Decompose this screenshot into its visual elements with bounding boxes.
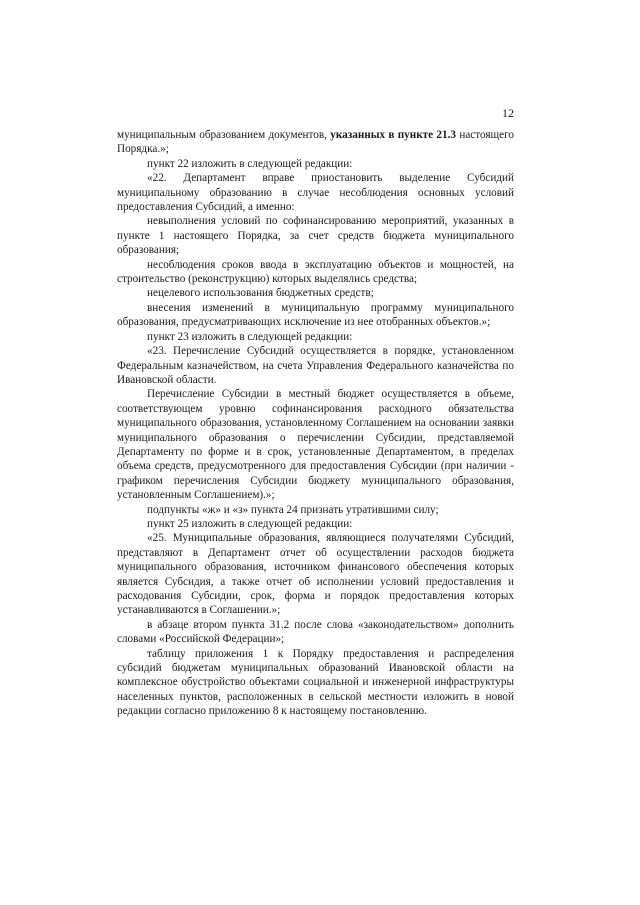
paragraph: внесения изменений в муниципальную программу муниципального образования, предусматривающих исключение из нее отобранных объектов.»; xyxy=(117,301,514,329)
paragraph: несоблюдения сроков ввода в эксплуатацию объектов и мощностей, на строительство (реконструкцию) которых выделялись средства; xyxy=(117,258,514,286)
paragraph: невыполнения условий по софинансированию мероприятий, указанных в пункте 1 настоящего Порядка, за счет средств бюджета муниципального образования; xyxy=(117,215,514,257)
paragraph: пункт 22 изложить в следующей редакции: xyxy=(147,157,353,170)
text-segment: настоящего Порядка.»; xyxy=(117,129,515,156)
paragraph: в абзаце втором пункта 31.2 после слова «законодательством» дополнить словами «Российской Федерации»; xyxy=(117,618,514,646)
paragraph: пункт 25 изложить в следующей редакции: xyxy=(147,517,353,530)
paragraph: «23. Перечисление Субсидий осуществляется в порядке, установленном Федеральным казначейством, на счета Управления Федерального казначейства по Ивановской области. xyxy=(117,345,514,386)
text-segment: муниципальным образованием документов, xyxy=(117,129,331,141)
paragraph: «25. Муниципальные образования, являющиеся получателями Субсидий, представляют в Департамент отчет об осуществлении расходов бюджета муниципального образования, источником финансового обеспечения которых является Субсидия, а также отчет об исполнении условий предоставления и расходования Субсидии, срок, форма и порядок предоставления которых устанавливаются в Соглашении.»; xyxy=(117,532,514,617)
paragraph: нецелевого использования бюджетных средств; xyxy=(147,287,374,300)
paragraph: «22. Департамент вправе приостановить выделение Субсидий муниципальному образованию в случае несоблюдения основных условий предоставления Субсидий, а именно: xyxy=(117,172,514,214)
page-number: 12 xyxy=(502,106,514,120)
paragraph: Перечисление Субсидии в местный бюджет осуществляется в объеме, соответствующем уровню софинансирования расходного обязательства муниципального образования, установленному Соглашением на основании заявки муниципального образования о перечислении Субсидии, представляемой Департаменту по форме и в срок, установленные Департаментом, в пределах объема средств, предусмотренного для предоставления Субсидии (при наличии - графиком перечисления Субсидии бюджету муниципального образования, установленным Соглашением).»; xyxy=(117,388,514,502)
paragraph: пункт 23 изложить в следующей редакции: xyxy=(147,330,353,343)
paragraph xyxy=(117,128,514,157)
paragraph: подпункты «ж» и «з» пункта 24 признать утратившими силу; xyxy=(147,503,439,516)
paragraph: таблицу приложения 1 к Порядку предоставления и распределения субсидий бюджетам муниципальных образований Ивановской области на комплексное обустройство объектами социальной и инженерной инфраструктуры населенных пунктов, расположенных в сельской местности изложить в новой редакции согласно приложению 8 к настоящему постановлению. xyxy=(117,647,514,718)
document-body xyxy=(117,128,514,719)
text-segment-bold: указанных в пункте 21.3 xyxy=(330,129,457,141)
